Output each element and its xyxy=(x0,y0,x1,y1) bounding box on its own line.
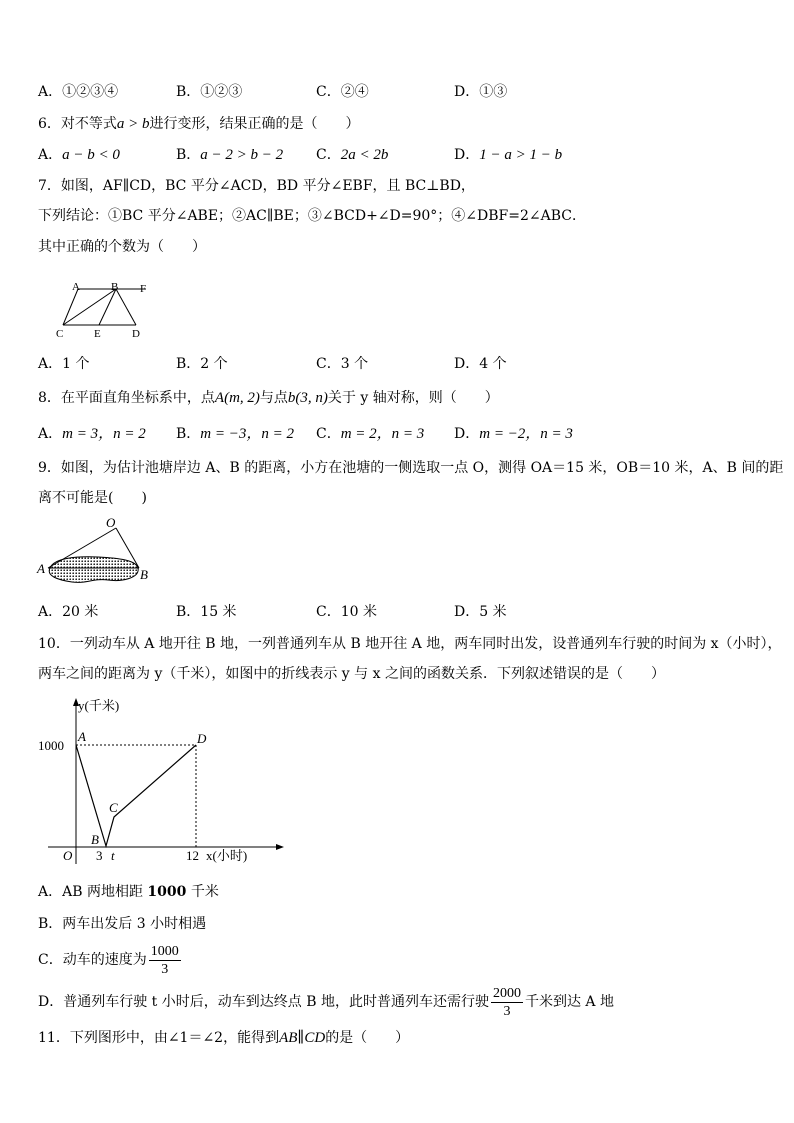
origin-label: O xyxy=(63,848,73,863)
q7-line2: 下列结论：①BC 平分∠ABE；②AC∥BE；③∠BCD+∠D=90°；④∠DBF=2∠ABC． xyxy=(38,208,586,224)
q10-option-a: A．AB 两地相距 1000 千米 xyxy=(38,884,219,900)
q5-option-c: C．②④ xyxy=(316,84,369,100)
q8-option-b: B．m = −3，n = 2 xyxy=(176,426,294,442)
q7-line1: 7．如图，AF∥CD，BC 平分∠ACD，BD 平分∠EBF，且 BC⊥BD， xyxy=(38,178,475,194)
q5-option-d: D．①③ xyxy=(454,84,508,100)
label-e: E xyxy=(94,328,101,340)
q8-point-a: A(m, 2) xyxy=(214,390,260,406)
q6-option-c: C．2a < 2b xyxy=(316,147,389,163)
q10-line1: 10．一列动车从 A 地开往 B 地，一列普通列车从 B 地开往 A 地，两车同时出发，设普通列车行驶的时间为 x（小时）， xyxy=(38,636,782,652)
q7-option-b: B．2 个 xyxy=(176,356,228,372)
tick-1000: 1000 xyxy=(38,738,64,753)
tick-t: t xyxy=(111,848,115,863)
q8-option-d: D．m = −2，n = 3 xyxy=(454,426,573,442)
tick-3: 3 xyxy=(96,848,103,863)
label-b: B xyxy=(140,567,148,582)
q7-option-c: C．3 个 xyxy=(316,356,369,372)
q9-option-a: A．20 米 xyxy=(38,604,99,620)
x-arrow xyxy=(276,844,284,850)
q5-option-b: B．①②③ xyxy=(176,84,243,100)
label-d: D xyxy=(132,328,140,340)
label-a: A xyxy=(72,281,80,293)
q6-stem xyxy=(38,114,360,134)
q7-option-d: D．4 个 xyxy=(454,356,507,372)
x-axis-label: x(小时) xyxy=(206,848,248,863)
q10-graph xyxy=(36,694,286,872)
q6-option-d: D．1 − a > 1 − b xyxy=(454,147,563,163)
point-a-label: A xyxy=(78,729,86,744)
line-bd xyxy=(116,289,136,325)
q8-stem: 8．在平面直角坐标系中，点A(m, 2)与点b(3, n)关于 y 轴对称，则（ ） xyxy=(38,390,499,406)
q9-option-c: C．10 米 xyxy=(316,604,377,620)
q7-option-a: A．1 个 xyxy=(38,356,90,372)
q7-line3: 其中正确的个数为（ ） xyxy=(38,239,206,255)
graph-polyline xyxy=(76,745,196,846)
tick-12: 12 xyxy=(186,848,199,863)
q9-line2: 离不可能是( ) xyxy=(38,490,147,506)
q10-option-d: D．普通列车行驶 t 小时后，动车到达终点 B 地，此时普通列车还需行驶 $\frac{2000}{3}$ 千米到达 A 地 xyxy=(38,985,614,1019)
q10-line2: 两车之间的距离为 y（千米），如图中的折线表示 y 与 x 之间的函数关系．下列叙述错误的是（ ） xyxy=(38,666,665,682)
label-f: F xyxy=(140,283,147,295)
label-b: B xyxy=(111,281,119,293)
y-axis-label: y(千米) xyxy=(78,698,120,713)
q6-option-a: A．a − b < 0 xyxy=(38,147,120,163)
q7-figure xyxy=(52,280,162,342)
q8-option-a: A．m = 3，n = 2 xyxy=(38,426,146,442)
q8-point-b: b(3, n) xyxy=(287,390,328,406)
label-c: C xyxy=(56,328,64,340)
label-a: A xyxy=(37,561,45,576)
point-b-label: B xyxy=(91,832,99,847)
q6-stem-pre: 6．对不等式 xyxy=(38,116,117,132)
q8-option-c: C．m = 2，n = 3 xyxy=(316,426,425,442)
pond-shape xyxy=(49,557,138,583)
q6-stem-math: a > b xyxy=(116,116,150,132)
q6-option-b: B．a − 2 > b − 2 xyxy=(176,147,284,163)
q5-option-a: A．①②③④ xyxy=(38,84,119,100)
q9-option-b: B．15 米 xyxy=(176,604,237,620)
q9-figure xyxy=(36,512,156,590)
point-d-label: D xyxy=(197,731,207,746)
fraction-1000-3: $\frac{1000}{3}$ xyxy=(150,943,179,977)
point-c-label: C xyxy=(109,800,118,815)
q9-line1: 9．如图，为估计池塘岸边 A、B 的距离，小方在池塘的一侧选取一点 O，测得 OA＝15 米，OB＝10 米，A、B 间的距 xyxy=(38,460,784,476)
q9-option-d: D．5 米 xyxy=(454,604,507,620)
q10-option-b: B．两车出发后 3 小时相遇 xyxy=(38,916,207,932)
label-o: O xyxy=(106,515,116,530)
q6-stem-post: 进行变形，结果正确的是（ ） xyxy=(149,116,360,132)
q10-option-c: C．动车的速度为 $\frac{1000}{3}$ xyxy=(38,943,179,977)
fraction-2000-3: $\frac{2000}{3}$ xyxy=(492,985,521,1019)
q11-stem: 11．下列图形中，由∠1＝∠2，能得到AB∥CD的是（ ） xyxy=(38,1030,410,1046)
